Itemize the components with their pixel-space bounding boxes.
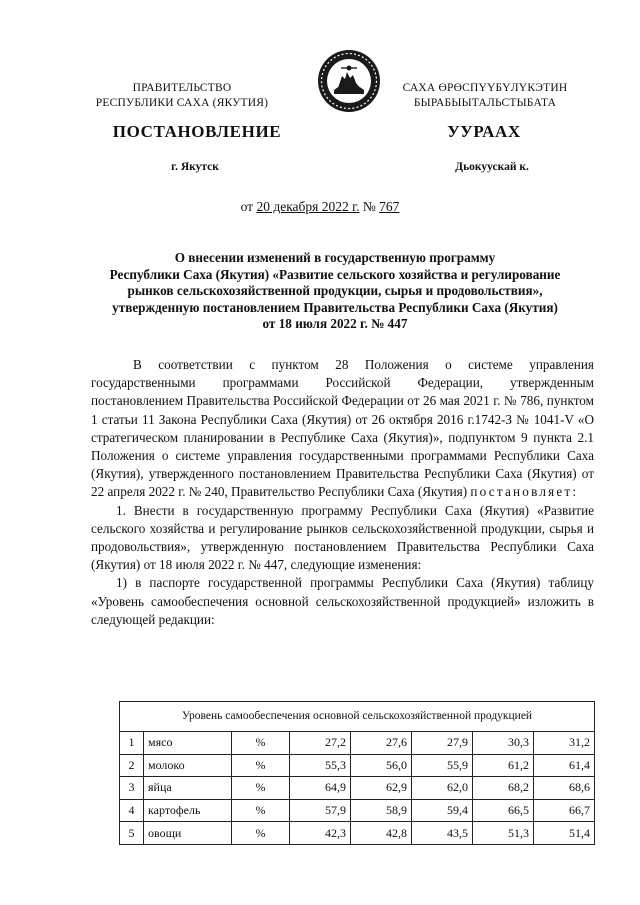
value-cell: 27,9 xyxy=(411,732,472,755)
value-cell: 55,9 xyxy=(411,754,472,777)
table-header-row xyxy=(120,702,595,732)
title-line: рынков сельскохозяйственной продукции, сырья и продовольствия», xyxy=(127,283,543,298)
product-name: яйца xyxy=(144,777,232,800)
table-row xyxy=(120,754,595,777)
value-cell: 55,3 xyxy=(290,754,351,777)
header-left-line1: ПРАВИТЕЛЬСТВО xyxy=(132,82,232,94)
value-cell: 66,7 xyxy=(533,799,594,822)
value-cell: 59,4 xyxy=(411,799,472,822)
city-right: Дьокуускай к. xyxy=(455,161,529,173)
product-name: овощи xyxy=(144,822,232,845)
value-cell: 51,4 xyxy=(533,822,594,845)
value-cell: 58,9 xyxy=(350,799,411,822)
resolves-keyword: постановляет: xyxy=(470,484,579,500)
value-cell: 68,2 xyxy=(472,777,533,800)
paragraph-preamble xyxy=(91,356,594,502)
title-line: утвержденную постановлением Правительства Республики Саха (Якутия) xyxy=(112,299,558,315)
table-row xyxy=(120,799,595,822)
header-left-line2: РЕСПУБЛИКИ САХА (ЯКУТИЯ) xyxy=(95,97,269,109)
value-cell: 42,3 xyxy=(290,822,351,845)
table-row xyxy=(120,732,595,755)
value-cell: 43,5 xyxy=(411,822,472,845)
row-number: 4 xyxy=(120,799,144,822)
self-sufficiency-table xyxy=(119,701,595,845)
value-cell: 62,0 xyxy=(411,777,472,800)
product-name: картофель xyxy=(144,799,232,822)
table-row xyxy=(120,822,595,845)
value-cell: 30,3 xyxy=(472,732,533,755)
row-number: 2 xyxy=(120,754,144,777)
header-right-line2: БЫРАБЫЫТАЛЬСТЫБАТА xyxy=(413,97,557,109)
table-header: Уровень самообеспечения основной сельскохозяйственной продукцией xyxy=(120,702,595,732)
header-right xyxy=(380,81,590,111)
unit: % xyxy=(232,777,290,800)
doc-type-right: УУРААХ xyxy=(447,122,521,141)
preamble-text: В соответствии с пунктом 28 Положения о системе управления государственными программами Российской Федерации, утвержденным постановлением Правительства Российской Федерации от 26 мая 2021 г. № 786, пунктом 1 статьи 11 Закона Республики Саха (Якутия) от 26 октября 2016 г.1742-З № 1041-V «О стратегическом планировании в Республике Саха (Якутия)», подпунктом 9 пункта 2.1 Положения о системе управления государственными программами Республики Саха (Якутия), утвержденного постановлением Правительства Республики Саха (Якутия) от 22 апреля 2022 г. № 240, Правительство Республики Саха (Якутия) xyxy=(91,357,594,500)
value-cell: 61,2 xyxy=(472,754,533,777)
header-right-line1: САХА ӨРӨСПҮҮБҮЛҮКЭТИН xyxy=(402,82,568,94)
paragraph-item-1: 1. Внести в государственную программу Республики Саха (Якутия) «Развитие сельского хозяйства и регулирование рынков сельскохозяйственной продукции, сырья и продовольствия», утвержденную постановлением Правительства Республики Саха (Якутия) от 18 июля 2022 г. № 447, следующие изменения: xyxy=(91,502,594,573)
value-cell: 51,3 xyxy=(472,822,533,845)
coat-of-arms-icon xyxy=(316,48,382,114)
document-title xyxy=(80,250,590,333)
value-cell: 61,4 xyxy=(533,754,594,777)
unit: % xyxy=(232,754,290,777)
paragraph-subitem-1: 1) в паспорте государственной программы Республики Саха (Якутия) таблицу «Уровень самообеспечения основной сельскохозяйственной продукцией» изложить в следующей редакции: xyxy=(91,575,594,627)
header-left xyxy=(82,81,282,111)
document-date-line xyxy=(0,199,640,215)
value-cell: 56,0 xyxy=(350,754,411,777)
value-cell: 66,5 xyxy=(472,799,533,822)
product-name: мясо xyxy=(144,732,232,755)
date-prefix: от xyxy=(240,199,257,214)
value-cell: 68,6 xyxy=(533,777,594,800)
row-number: 1 xyxy=(120,732,144,755)
doc-type-left: ПОСТАНОВЛЕНИЕ xyxy=(112,122,282,141)
product-name: молоко xyxy=(144,754,232,777)
row-number: 3 xyxy=(120,777,144,800)
title-line: Республики Саха (Якутия) «Развитие сельского хозяйства и регулирование xyxy=(109,266,561,282)
value-cell: 57,9 xyxy=(290,799,351,822)
document-body xyxy=(91,356,594,629)
table-row xyxy=(120,777,595,800)
value-cell: 27,2 xyxy=(290,732,351,755)
value-cell: 27,6 xyxy=(350,732,411,755)
value-cell: 31,2 xyxy=(533,732,594,755)
city-left: г. Якутск xyxy=(171,161,219,173)
value-cell: 64,9 xyxy=(290,777,351,800)
unit: % xyxy=(232,732,290,755)
document-date: 20 декабря 2022 г. xyxy=(256,199,360,214)
value-cell: 62,9 xyxy=(350,777,411,800)
unit: % xyxy=(232,822,290,845)
value-cell: 42,8 xyxy=(350,822,411,845)
unit: % xyxy=(232,799,290,822)
row-number: 5 xyxy=(120,822,144,845)
number-sign: № xyxy=(359,199,380,214)
title-line: О внесении изменений в государственную программу xyxy=(174,250,496,265)
title-line: от 18 июля 2022 г. № 447 xyxy=(262,316,408,331)
document-number: 767 xyxy=(379,199,400,214)
